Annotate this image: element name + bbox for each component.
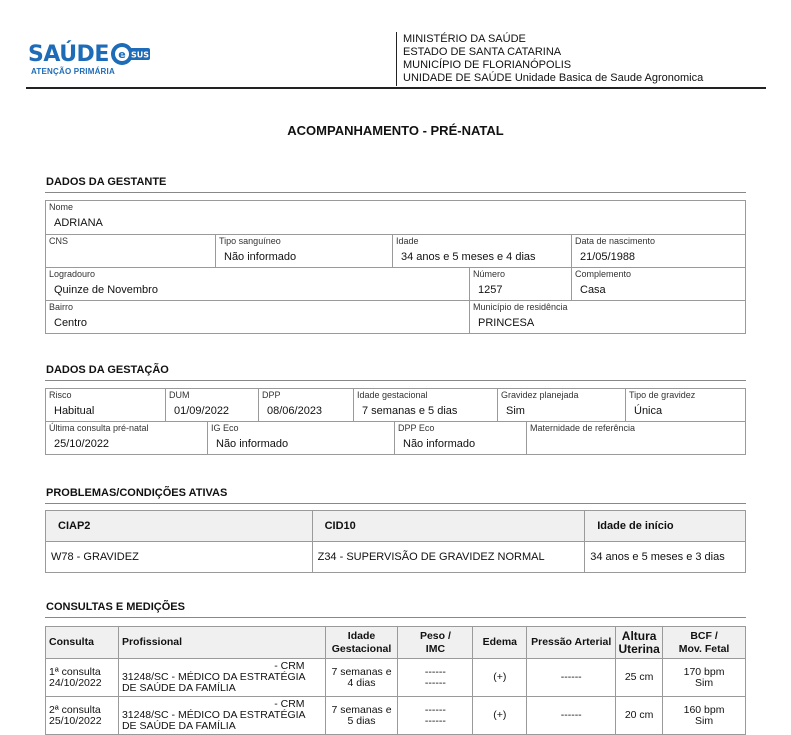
institution-line: ESTADO DE SANTA CATARINA — [403, 46, 562, 58]
table-row — [46, 697, 746, 735]
altura-uterina-cell: 25 cm — [616, 659, 663, 697]
field-value: Não informado — [216, 438, 289, 450]
edema-cell: (+) — [473, 659, 527, 697]
field-tipo-sanguineo — [215, 234, 393, 268]
column-header: Profissional — [118, 627, 325, 659]
bcf-cell — [663, 659, 746, 697]
field-cns — [45, 234, 216, 268]
cell-line: Sim — [695, 676, 714, 689]
cell-line: 160 bpm — [683, 703, 725, 716]
field-value: 08/06/2023 — [267, 405, 323, 417]
header-line: Idade — [347, 629, 376, 642]
column-header: CIAP2 — [46, 511, 313, 542]
field-value: 25/10/2022 — [54, 438, 110, 450]
cell-line: 5 dias — [347, 714, 376, 727]
field-label: Idade gestacional — [357, 390, 428, 400]
column-header — [616, 627, 663, 659]
bcf-cell — [663, 697, 746, 735]
consulta-date: 24/10/2022 — [49, 676, 102, 689]
prof-crm: - CRM — [274, 698, 305, 710]
field-label: Última consulta pré-natal — [49, 423, 149, 433]
field-value: Casa — [580, 284, 606, 296]
table-row — [46, 542, 746, 573]
field-value: 01/09/2022 — [174, 405, 230, 417]
institution-line: MUNICÍPIO DE FLORIANÓPOLIS — [403, 59, 572, 71]
field-value: 1257 — [478, 284, 503, 296]
header-line: Peso / — [419, 629, 451, 642]
cell-line: Sim — [695, 714, 714, 727]
table-cell: Z34 - SUPERVISÃO DE GRAVIDEZ NORMAL — [312, 542, 585, 573]
field-label: IG Eco — [211, 423, 239, 433]
header-divider — [396, 32, 397, 86]
field-value: 21/05/1988 — [580, 251, 636, 263]
field-logradouro — [45, 267, 470, 301]
field-label: Complemento — [575, 269, 632, 279]
table-row — [46, 659, 746, 697]
section-title-gestacao: DADOS DA GESTAÇÃO — [46, 364, 169, 376]
section-rule — [45, 192, 746, 193]
logo-badge-text: SUS — [130, 50, 150, 60]
logo-text: SAÚDE — [28, 42, 109, 67]
institution-block — [403, 33, 703, 85]
field-maternidade — [526, 421, 746, 455]
field-ig-eco — [207, 421, 395, 455]
section-title-problemas: PROBLEMAS/CONDIÇÕES ATIVAS — [46, 487, 228, 499]
header-line: BCF / — [690, 629, 718, 642]
prof-crm: - CRM — [274, 660, 305, 672]
field-label: CNS — [49, 236, 69, 246]
header-line: Gestacional — [331, 642, 392, 655]
prof-line: 31248/SC - MÉDICO DA ESTRATÉGIA — [121, 671, 306, 683]
field-label: Maternidade de referência — [530, 423, 636, 433]
field-ultima-consulta — [45, 421, 208, 455]
consulta-number: 1ª consulta — [49, 665, 101, 678]
consulta-date: 25/10/2022 — [49, 714, 102, 727]
column-header: Consulta — [46, 627, 119, 659]
table-header-row — [46, 511, 746, 542]
field-value: Sim — [506, 405, 525, 417]
unit-name: Unidade Basica de Saude Agronomica — [514, 72, 704, 84]
field-label: Tipo de gravidez — [629, 390, 696, 400]
header-line: Altura — [621, 628, 657, 643]
column-header — [325, 627, 398, 659]
field-label: DPP Eco — [398, 423, 435, 433]
field-municipio — [469, 300, 746, 334]
section-title-gestante: DADOS DA GESTANTE — [46, 176, 167, 188]
cell-line: 7 semanas e — [331, 665, 392, 678]
field-label: DUM — [169, 390, 190, 400]
cell-line: ------ — [424, 676, 446, 689]
idade-gestacional-cell — [325, 659, 398, 697]
edema-cell: (+) — [473, 697, 527, 735]
column-header: Pressão Arterial — [527, 627, 616, 659]
field-value: Única — [634, 405, 663, 417]
consulta-cell — [46, 697, 119, 735]
field-idade — [392, 234, 572, 268]
field-label: Gravidez planejada — [501, 390, 579, 400]
field-label: DPP — [262, 390, 281, 400]
profissional-cell — [118, 659, 325, 697]
idade-gestacional-cell — [325, 697, 398, 735]
table-cell: 34 anos e 5 meses e 3 dias — [585, 542, 746, 573]
header-rule — [26, 87, 766, 89]
consulta-cell — [46, 659, 119, 697]
column-header — [398, 627, 473, 659]
peso-imc-cell — [398, 697, 473, 735]
field-dpp-eco — [394, 421, 527, 455]
field-value: Não informado — [403, 438, 476, 450]
cell-line: ------ — [424, 703, 446, 716]
document-title: ACOMPANHAMENTO - PRÉ-NATAL — [287, 123, 504, 138]
unit-prefix: UNIDADE DE SAÚDE — [403, 72, 512, 84]
field-value: 7 semanas e 5 dias — [362, 405, 458, 417]
field-label: Município de residência — [473, 302, 568, 312]
header-line: IMC — [425, 642, 446, 655]
field-value: Centro — [54, 317, 88, 329]
pressao-cell: ------ — [527, 659, 616, 697]
peso-imc-cell — [398, 659, 473, 697]
unit-line — [403, 72, 703, 85]
saude-esus-logo — [28, 40, 158, 80]
field-nome — [45, 200, 746, 235]
svg-text:e: e — [118, 48, 126, 61]
prof-line: 31248/SC - MÉDICO DA ESTRATÉGIA — [121, 709, 306, 721]
field-data-nascimento — [571, 234, 746, 268]
field-label: Nome — [49, 202, 74, 212]
column-header — [663, 627, 746, 659]
cell-line: ------ — [424, 714, 446, 727]
field-numero — [469, 267, 572, 301]
field-value: ADRIANA — [54, 217, 103, 229]
cell-line: ------ — [424, 665, 446, 678]
field-risco — [45, 388, 166, 422]
column-header: Idade de início — [585, 511, 746, 542]
field-label: Número — [473, 269, 506, 279]
header-line: Uterina — [618, 641, 660, 656]
field-label: Logradouro — [49, 269, 96, 279]
table-cell: W78 - GRAVIDEZ — [46, 542, 313, 573]
institution-line: MINISTÉRIO DA SAÚDE — [403, 33, 526, 45]
field-value: PRINCESA — [478, 317, 535, 329]
field-value: Não informado — [224, 251, 297, 263]
prof-line: DE SAÚDE DA FAMÍLIA — [121, 720, 236, 732]
field-label: Risco — [49, 390, 72, 400]
consulta-number: 2ª consulta — [49, 703, 101, 716]
esus-badge-icon — [110, 40, 150, 68]
profissional-cell — [118, 697, 325, 735]
consultations-table — [45, 626, 746, 735]
field-gravidez-planejada — [497, 388, 626, 422]
section-title-consultas: CONSULTAS E MEDIÇÕES — [46, 601, 185, 613]
field-label: Bairro — [49, 302, 74, 312]
cell-line: 170 bpm — [683, 665, 725, 678]
logo-subtitle: ATENÇÃO PRIMÁRIA — [31, 67, 115, 76]
cell-line: 4 dias — [347, 676, 376, 689]
field-value: Quinze de Novembro — [54, 284, 158, 296]
column-header: Edema — [473, 627, 527, 659]
field-complemento — [571, 267, 746, 301]
field-label: Tipo sanguíneo — [219, 236, 281, 246]
field-dum — [165, 388, 259, 422]
pressao-cell: ------ — [527, 697, 616, 735]
column-header: CID10 — [312, 511, 585, 542]
table-header-row — [46, 627, 746, 659]
cell-line: 7 semanas e — [331, 703, 392, 716]
field-idade-gestacional — [353, 388, 498, 422]
field-value: 34 anos e 5 meses e 4 dias — [401, 251, 536, 263]
field-dpp — [258, 388, 354, 422]
field-label: Data de nascimento — [575, 236, 656, 246]
problems-table — [45, 510, 746, 573]
field-label: Idade — [396, 236, 419, 246]
prof-line: DE SAÚDE DA FAMÍLIA — [121, 682, 236, 694]
section-rule — [45, 617, 746, 618]
altura-uterina-cell: 20 cm — [616, 697, 663, 735]
section-rule — [45, 503, 746, 504]
field-value: Habitual — [54, 405, 95, 417]
section-rule — [45, 380, 746, 381]
header-line: Mov. Fetal — [678, 642, 730, 655]
field-bairro — [45, 300, 470, 334]
field-tipo-gravidez — [625, 388, 746, 422]
